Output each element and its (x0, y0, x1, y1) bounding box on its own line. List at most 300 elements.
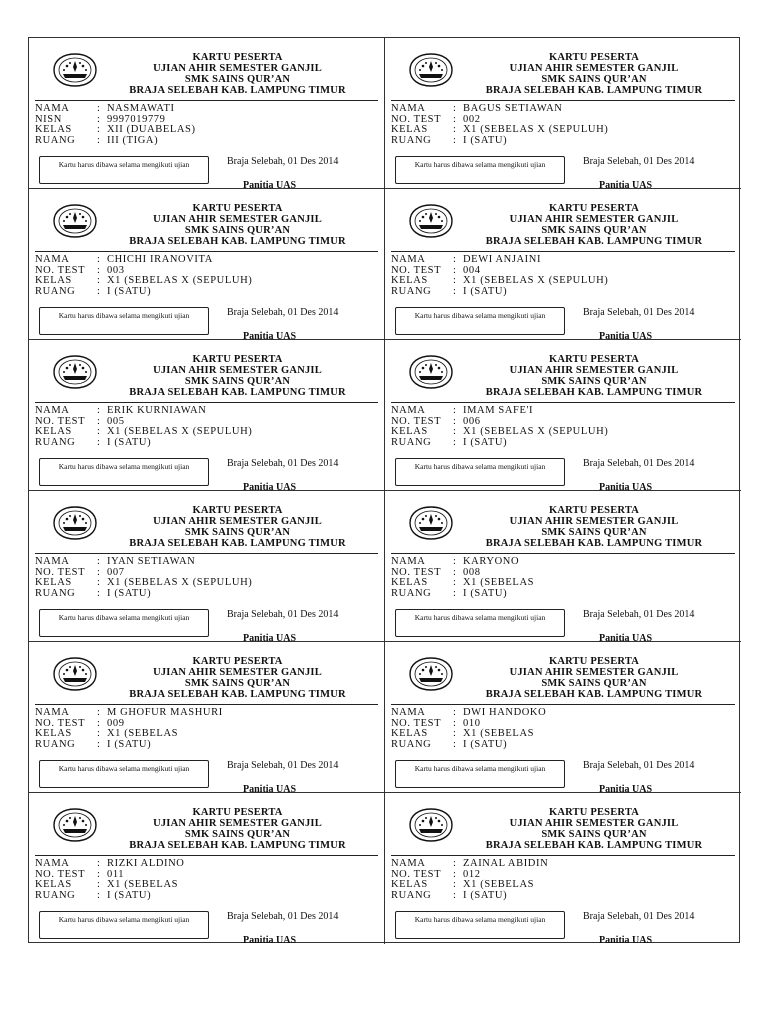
school-emblem-icon (407, 52, 455, 88)
field-label: RUANG (391, 436, 432, 448)
field-label: KELAS (35, 124, 72, 136)
field-colon: : (97, 285, 101, 297)
participant-card (385, 642, 741, 793)
field-colon: : (453, 889, 457, 901)
exam-name: UJIAN AHIR SEMESTER GANJIL (153, 818, 322, 829)
field-colon: : (97, 556, 101, 567)
field-value: KARYONO (463, 556, 520, 567)
field-value: CHICHI IRANOVITA (107, 254, 213, 265)
field-value: III (TIGA) (107, 134, 159, 146)
exam-name: UJIAN AHIR SEMESTER GANJIL (509, 63, 679, 74)
school-address: BRAJA SELEBAH KAB. LAMPUNG TIMUR (485, 538, 703, 549)
field-label: NAMA (35, 707, 70, 718)
exam-name: UJIAN AHIR SEMESTER GANJIL (509, 214, 679, 225)
school-address: BRAJA SELEBAH KAB. LAMPUNG TIMUR (129, 387, 346, 398)
committee-signature: Panitia UAS (243, 935, 297, 944)
field-colon: : (453, 254, 457, 265)
school-name: SMK SAINS QUR’AN (184, 678, 291, 689)
header-divider (35, 855, 378, 856)
header-divider (391, 251, 735, 252)
field-row (391, 255, 608, 266)
participant-card (29, 340, 385, 491)
field-row (391, 708, 546, 719)
field-colon: : (97, 113, 101, 125)
field-label: RUANG (35, 285, 76, 297)
school-emblem-icon (51, 52, 99, 88)
card-sheet (28, 37, 740, 943)
field-label: RUANG (391, 134, 432, 146)
field-label: NAMA (35, 254, 70, 265)
school-name: SMK SAINS QUR’AN (541, 678, 647, 689)
notice-box: Kartu harus dibawa selama mengikuti ujian (39, 156, 209, 184)
school-emblem-icon (407, 505, 455, 541)
notice-box: Kartu harus dibawa selama mengikuti ujian (395, 307, 565, 335)
issue-date: Braja Selebah, 01 Des 2014 (227, 156, 339, 167)
field-row (391, 589, 534, 600)
field-value: 006 (463, 415, 481, 427)
school-name: SMK SAINS QUR’AN (184, 225, 291, 236)
field-label: NISN (35, 113, 62, 125)
header-divider (391, 402, 735, 403)
issue-date: Braja Selebah, 01 Des 2014 (583, 156, 695, 167)
field-label: NO. TEST (391, 868, 442, 880)
issue-date: Braja Selebah, 01 Des 2014 (227, 458, 339, 469)
field-row (391, 287, 608, 298)
card-title: KARTU PESERTA (548, 505, 640, 516)
participant-card (385, 38, 741, 189)
school-emblem-icon (51, 656, 99, 692)
field-row (35, 255, 252, 266)
field-value: I (SATU) (463, 587, 508, 599)
committee-signature: Panitia UAS (599, 180, 653, 189)
participant-fields (391, 708, 546, 750)
field-colon: : (453, 566, 457, 578)
field-label: RUANG (35, 738, 76, 750)
field-label: KELAS (391, 275, 428, 287)
field-label: RUANG (35, 436, 76, 448)
committee-signature: Panitia UAS (243, 180, 297, 189)
field-row (391, 740, 546, 751)
field-label: NO. TEST (35, 264, 86, 276)
field-colon: : (97, 124, 101, 136)
field-colon: : (97, 587, 101, 599)
field-row (35, 708, 223, 719)
field-colon: : (97, 717, 101, 729)
issue-date: Braja Selebah, 01 Des 2014 (583, 458, 695, 469)
committee-signature: Panitia UAS (599, 633, 653, 642)
field-row (391, 859, 548, 870)
notice-box: Kartu harus dibawa selama mengikuti ujian (39, 760, 209, 788)
field-value: X1 (SEBELAS (463, 577, 535, 589)
card-header (455, 505, 733, 549)
field-label: NO. TEST (391, 717, 442, 729)
field-colon: : (453, 426, 457, 438)
field-label: KELAS (391, 426, 428, 438)
field-label: KELAS (391, 879, 428, 891)
school-name: SMK SAINS QUR’AN (184, 376, 291, 387)
school-emblem-icon (51, 807, 99, 843)
exam-name: UJIAN AHIR SEMESTER GANJIL (153, 63, 322, 74)
header-divider (391, 553, 735, 554)
field-label: KELAS (391, 577, 428, 589)
issue-date: Braja Selebah, 01 Des 2014 (227, 307, 339, 318)
field-colon: : (453, 113, 457, 125)
field-label: RUANG (391, 738, 432, 750)
field-label: KELAS (35, 728, 72, 740)
exam-name: UJIAN AHIR SEMESTER GANJIL (153, 214, 322, 225)
field-value: I (SATU) (107, 587, 152, 599)
field-colon: : (97, 275, 101, 287)
school-address: BRAJA SELEBAH KAB. LAMPUNG TIMUR (129, 236, 346, 247)
participant-fields (391, 104, 608, 146)
field-label: NAMA (35, 556, 70, 567)
school-address: BRAJA SELEBAH KAB. LAMPUNG TIMUR (485, 236, 703, 247)
school-name: SMK SAINS QUR’AN (184, 527, 291, 538)
school-address: BRAJA SELEBAH KAB. LAMPUNG TIMUR (129, 538, 346, 549)
field-label: KELAS (391, 728, 428, 740)
participant-fields (35, 708, 223, 750)
committee-signature: Panitia UAS (243, 331, 297, 340)
field-row (35, 740, 223, 751)
field-value: X1 (SEBELAS (107, 879, 179, 891)
notice-box: Kartu harus dibawa selama mengikuti ujian (39, 458, 209, 486)
card-title: KARTU PESERTA (548, 203, 640, 214)
field-colon: : (97, 577, 101, 589)
field-label: KELAS (35, 275, 72, 287)
participant-fields (35, 255, 252, 297)
field-label: NAMA (391, 103, 426, 114)
school-emblem-icon (407, 807, 455, 843)
field-colon: : (453, 858, 457, 869)
issue-date: Braja Selebah, 01 Des 2014 (583, 911, 695, 922)
field-colon: : (97, 858, 101, 869)
field-value: 010 (463, 717, 481, 729)
school-address: BRAJA SELEBAH KAB. LAMPUNG TIMUR (129, 689, 346, 700)
field-row (391, 438, 608, 449)
school-emblem-icon (407, 656, 455, 692)
card-header (99, 354, 376, 398)
field-label: NAMA (391, 707, 426, 718)
school-name: SMK SAINS QUR’AN (541, 527, 647, 538)
card-title: KARTU PESERTA (548, 52, 640, 63)
card-header (455, 656, 733, 700)
field-label: RUANG (35, 134, 76, 146)
field-colon: : (453, 285, 457, 297)
school-name: SMK SAINS QUR’AN (184, 829, 291, 840)
header-divider (391, 704, 735, 705)
notice-box: Kartu harus dibawa selama mengikuti ujian (395, 609, 565, 637)
participant-card (385, 189, 741, 340)
header-divider (35, 553, 378, 554)
card-header (455, 52, 733, 96)
field-label: NO. TEST (391, 566, 442, 578)
card-title: KARTU PESERTA (192, 203, 283, 214)
field-colon: : (97, 415, 101, 427)
card-title: KARTU PESERTA (192, 807, 283, 818)
field-colon: : (453, 556, 457, 567)
participant-card (385, 793, 741, 944)
field-colon: : (453, 415, 457, 427)
field-label: NAMA (391, 858, 426, 869)
field-colon: : (453, 879, 457, 891)
field-value: X1 (SEBELAS X (SEPULUH) (107, 577, 253, 589)
field-value: I (SATU) (107, 436, 152, 448)
field-row (391, 557, 534, 568)
field-value: I (SATU) (463, 738, 508, 750)
field-colon: : (453, 103, 457, 114)
field-colon: : (453, 134, 457, 146)
field-value: DWI HANDOKO (463, 707, 547, 718)
participant-card (29, 642, 385, 793)
field-label: RUANG (391, 889, 432, 901)
issue-date: Braja Selebah, 01 Des 2014 (583, 307, 695, 318)
field-label: NAMA (391, 405, 426, 416)
field-colon: : (97, 889, 101, 901)
participant-fields (391, 859, 548, 901)
participant-card (385, 491, 741, 642)
exam-name: UJIAN AHIR SEMESTER GANJIL (509, 365, 679, 376)
school-name: SMK SAINS QUR’AN (541, 74, 647, 85)
participant-fields (391, 406, 608, 448)
participant-fields (35, 557, 252, 599)
card-title: KARTU PESERTA (548, 354, 640, 365)
field-value: I (SATU) (463, 285, 508, 297)
exam-name: UJIAN AHIR SEMESTER GANJIL (153, 667, 322, 678)
field-value: 9997019779 (107, 113, 166, 125)
school-name: SMK SAINS QUR’AN (541, 829, 647, 840)
field-colon: : (453, 587, 457, 599)
participant-card (29, 491, 385, 642)
field-value: 002 (463, 113, 481, 125)
field-colon: : (453, 436, 457, 448)
field-colon: : (97, 707, 101, 718)
field-row (391, 136, 608, 147)
committee-signature: Panitia UAS (599, 784, 653, 793)
school-name: SMK SAINS QUR’AN (541, 376, 647, 387)
field-value: 008 (463, 566, 481, 578)
field-colon: : (453, 264, 457, 276)
field-colon: : (97, 405, 101, 416)
field-label: NO. TEST (35, 415, 86, 427)
card-header (455, 807, 733, 851)
field-row (391, 891, 548, 902)
field-label: NAMA (35, 858, 70, 869)
field-label: NO. TEST (391, 264, 442, 276)
field-row (35, 859, 184, 870)
field-value: X1 (SEBELAS X (SEPULUH) (107, 275, 253, 287)
field-colon: : (453, 275, 457, 287)
field-row (35, 287, 252, 298)
participant-fields (391, 255, 608, 297)
field-value: 009 (107, 717, 125, 729)
field-colon: : (453, 728, 457, 740)
field-value: 003 (107, 264, 125, 276)
school-address: BRAJA SELEBAH KAB. LAMPUNG TIMUR (485, 689, 703, 700)
card-header (99, 203, 376, 247)
issue-date: Braja Selebah, 01 Des 2014 (583, 760, 695, 771)
header-divider (35, 100, 378, 101)
school-emblem-icon (407, 203, 455, 239)
field-row (35, 891, 184, 902)
field-colon: : (97, 868, 101, 880)
field-value: IMAM SAFE'I (463, 405, 534, 416)
card-title: KARTU PESERTA (192, 354, 283, 365)
field-value: I (SATU) (463, 134, 508, 146)
committee-signature: Panitia UAS (243, 633, 297, 642)
participant-fields (35, 104, 196, 146)
field-label: NO. TEST (391, 113, 442, 125)
field-value: I (SATU) (463, 436, 508, 448)
field-label: NAMA (391, 254, 426, 265)
issue-date: Braja Selebah, 01 Des 2014 (227, 609, 339, 620)
card-title: KARTU PESERTA (192, 52, 283, 63)
school-emblem-icon (407, 354, 455, 390)
field-value: 004 (463, 264, 481, 276)
field-value: IYAN SETIAWAN (107, 556, 196, 567)
field-colon: : (453, 707, 457, 718)
notice-box: Kartu harus dibawa selama mengikuti ujian (395, 458, 565, 486)
field-row (35, 589, 252, 600)
field-colon: : (97, 103, 101, 114)
card-header (99, 505, 376, 549)
field-colon: : (453, 124, 457, 136)
field-colon: : (453, 868, 457, 880)
card-header (455, 203, 733, 247)
field-label: RUANG (35, 889, 76, 901)
field-label: NO. TEST (35, 566, 86, 578)
field-value: XII (DUABELAS) (107, 124, 196, 136)
field-value: BAGUS SETIAWAN (463, 103, 563, 114)
school-name: SMK SAINS QUR’AN (541, 225, 647, 236)
field-label: RUANG (391, 285, 432, 297)
participant-card (29, 793, 385, 944)
field-value: ERIK KURNIAWAN (107, 405, 207, 416)
committee-signature: Panitia UAS (243, 784, 297, 793)
school-emblem-icon (51, 354, 99, 390)
notice-box: Kartu harus dibawa selama mengikuti ujian (395, 156, 565, 184)
participant-fields (391, 557, 534, 599)
exam-name: UJIAN AHIR SEMESTER GANJIL (509, 516, 679, 527)
field-value: X1 (SEBELAS X (SEPULUH) (463, 426, 609, 438)
school-address: BRAJA SELEBAH KAB. LAMPUNG TIMUR (485, 840, 703, 851)
school-address: BRAJA SELEBAH KAB. LAMPUNG TIMUR (129, 840, 346, 851)
exam-name: UJIAN AHIR SEMESTER GANJIL (153, 516, 322, 527)
field-colon: : (97, 879, 101, 891)
notice-box: Kartu harus dibawa selama mengikuti ujian (395, 760, 565, 788)
field-value: 005 (107, 415, 125, 427)
notice-box: Kartu harus dibawa selama mengikuti ujian (395, 911, 565, 939)
participant-card (385, 340, 741, 491)
exam-name: UJIAN AHIR SEMESTER GANJIL (509, 818, 679, 829)
school-emblem-icon (51, 203, 99, 239)
field-row (35, 406, 252, 417)
field-value: 012 (463, 868, 481, 880)
school-address: BRAJA SELEBAH KAB. LAMPUNG TIMUR (485, 387, 703, 398)
field-value: NASMAWATI (107, 103, 175, 114)
field-value: X1 (SEBELAS (463, 879, 535, 891)
field-value: I (SATU) (463, 889, 508, 901)
field-value: 007 (107, 566, 125, 578)
card-title: KARTU PESERTA (548, 656, 640, 667)
field-label: RUANG (391, 587, 432, 599)
card-title: KARTU PESERTA (192, 656, 283, 667)
field-label: NO. TEST (35, 717, 86, 729)
card-header (99, 656, 376, 700)
participant-fields (35, 859, 184, 901)
field-row (391, 104, 608, 115)
field-label: KELAS (35, 879, 72, 891)
field-value: X1 (SEBELAS X (SEPULUH) (463, 275, 609, 287)
header-divider (391, 100, 735, 101)
field-label: KELAS (391, 124, 428, 136)
card-header (99, 52, 376, 96)
field-colon: : (97, 134, 101, 146)
field-row (391, 406, 608, 417)
field-value: DEWI ANJAINI (463, 254, 542, 265)
participant-card (29, 38, 385, 189)
field-colon: : (453, 738, 457, 750)
committee-signature: Panitia UAS (243, 482, 297, 491)
notice-box: Kartu harus dibawa selama mengikuti ujian (39, 307, 209, 335)
field-colon: : (97, 254, 101, 265)
header-divider (35, 704, 378, 705)
school-emblem-icon (51, 505, 99, 541)
field-value: I (SATU) (107, 738, 152, 750)
field-value: X1 (SEBELAS X (SEPULUH) (107, 426, 253, 438)
field-label: NO. TEST (35, 868, 86, 880)
field-value: X1 (SEBELAS X (SEPULUH) (463, 124, 609, 136)
field-value: M GHOFUR MASHURI (107, 707, 223, 718)
field-label: KELAS (35, 577, 72, 589)
card-title: KARTU PESERTA (548, 807, 640, 818)
school-name: SMK SAINS QUR’AN (184, 74, 291, 85)
field-colon: : (453, 577, 457, 589)
field-label: RUANG (35, 587, 76, 599)
field-row (35, 136, 196, 147)
field-value: X1 (SEBELAS (463, 728, 535, 740)
field-value: I (SATU) (107, 285, 152, 297)
school-address: BRAJA SELEBAH KAB. LAMPUNG TIMUR (485, 85, 703, 96)
field-value: RIZKI ALDINO (107, 858, 185, 869)
header-divider (35, 402, 378, 403)
field-label: NAMA (391, 556, 426, 567)
exam-name: UJIAN AHIR SEMESTER GANJIL (509, 667, 679, 678)
committee-signature: Panitia UAS (599, 482, 653, 491)
committee-signature: Panitia UAS (599, 935, 653, 944)
school-address: BRAJA SELEBAH KAB. LAMPUNG TIMUR (129, 85, 346, 96)
field-colon: : (97, 566, 101, 578)
field-colon: : (453, 405, 457, 416)
exam-name: UJIAN AHIR SEMESTER GANJIL (153, 365, 322, 376)
field-label: NO. TEST (391, 415, 442, 427)
participant-fields (35, 406, 252, 448)
field-colon: : (97, 264, 101, 276)
issue-date: Braja Selebah, 01 Des 2014 (583, 609, 695, 620)
field-value: 011 (107, 868, 125, 880)
committee-signature: Panitia UAS (599, 331, 653, 340)
field-row (35, 104, 196, 115)
field-label: KELAS (35, 426, 72, 438)
card-header (99, 807, 376, 851)
header-divider (391, 855, 735, 856)
field-colon: : (97, 436, 101, 448)
notice-box: Kartu harus dibawa selama mengikuti ujian (39, 911, 209, 939)
issue-date: Braja Selebah, 01 Des 2014 (227, 911, 339, 922)
field-colon: : (97, 738, 101, 750)
card-header (455, 354, 733, 398)
field-value: I (SATU) (107, 889, 152, 901)
field-label: NAMA (35, 103, 70, 114)
